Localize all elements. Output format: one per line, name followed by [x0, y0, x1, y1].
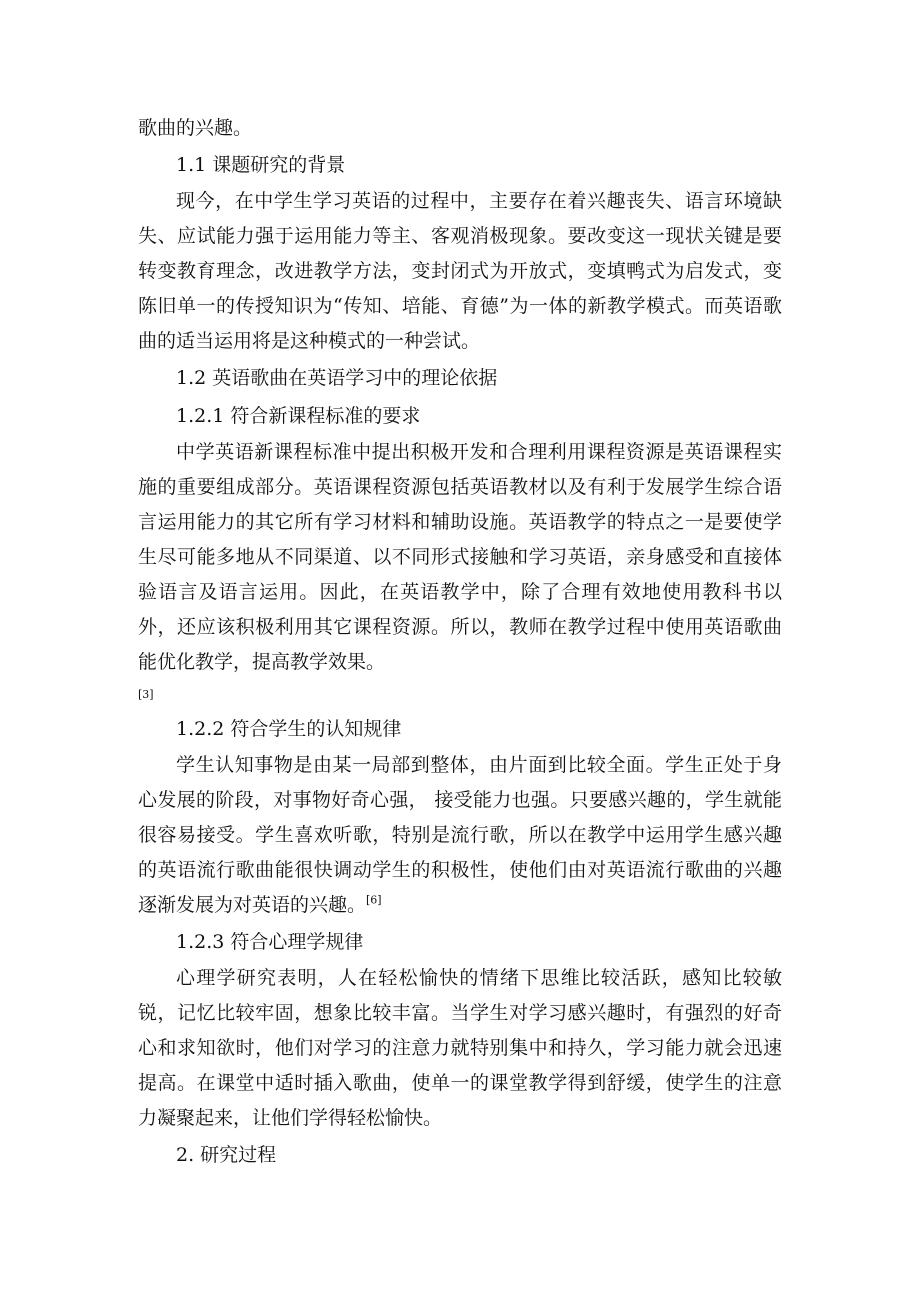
paragraph-curriculum [138, 435, 782, 680]
paragraph-continuation: 歌曲的兴趣。 [138, 117, 253, 139]
paragraph-cognition-text: 学生认知事物是由某一局部到整体，由片面到比较全面。学生正处于身心发展的阶段，对事物好奇心强， 接受能力也强。只要感兴趣的，学生就能很容易接受。学生喜欢听歌，特别是流行歌，所以在教学中运用学生感兴趣的英语流行歌曲能很快调动学生的积极性，使他们由对英语流行歌曲的兴趣逐渐发展为对英语的兴趣。 [138, 754, 782, 916]
paragraph-curriculum-text: 中学英语新课程标准中提出积极开发和合理利用课程资源是英语课程实施的重要组成部分。英语课程资源包括英语教材以及有利于发展学生综合语言运用能力的其它所有学习材料和辅助设施。英语教学的特点之一是要使学生尽可能多地从不同渠道、以不同形式接触和学习英语，亲身感受和直接体验语言及语言运用。因此，在英语教学中，除了合理有效地使用教科书以外，还应该积极利用其它课程资源。所以，教师在教学过程中使用英语歌曲能优化教学，提高教学效果。 [138, 441, 782, 673]
heading-1-2: 1.2 英语歌曲在英语学习中的理论依据 [176, 367, 498, 389]
document-body [138, 111, 782, 1174]
citation-6: [6] [366, 893, 382, 907]
citation-3: [3] [138, 688, 154, 701]
heading-1-2-1: 1.2.1 符合新课程标准的要求 [176, 405, 421, 427]
heading-2: 2. 研究过程 [176, 1144, 277, 1166]
heading-1-2-2: 1.2.2 符合学生的认知规律 [176, 718, 402, 740]
heading-1-1: 1.1 课题研究的背景 [176, 154, 346, 176]
paragraph-background: 现今，在中学生学习英语的过程中，主要存在着兴趣丧失、语言环境缺失、应试能力强于运用能力等主、客观消极现象。要改变这一现状关键是要转变教育理念，改进教学方法，变封闭式为开放式，变填鸭式为启发式，变陈旧单一的传授知识为“传知、培能、育德”为一体的新教学模式。而英语歌曲的适当运用将是这种模式的一种尝试。 [138, 190, 782, 352]
heading-1-2-3: 1.2.3 符合心理学规律 [176, 931, 364, 953]
paragraph-cognition [138, 748, 782, 923]
paragraph-psychology: 心理学研究表明，人在轻松愉快的情绪下思维比较活跃，感知比较敏锐，记忆比较牢固，想象比较丰富。当学生对学习感兴趣时，有强烈的好奇心和求知欲时，他们对学习的注意力就特别集中和持久，学习能力就会迅速提高。在课堂中适时插入歌曲，使单一的课堂教学得到舒缓，使学生的注意力凝聚起来，让他们学得轻松愉快。 [138, 967, 782, 1129]
